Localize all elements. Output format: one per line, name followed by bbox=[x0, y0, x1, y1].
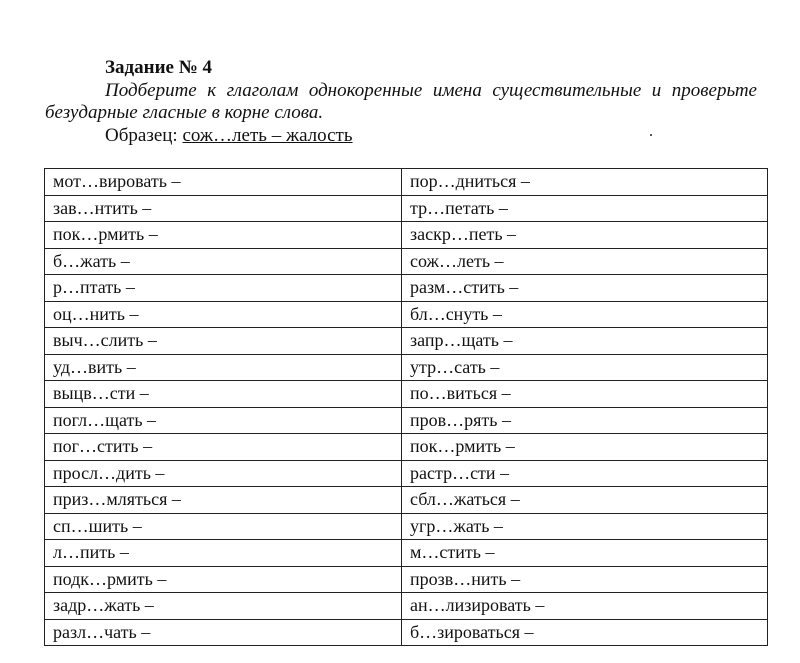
scan-dot bbox=[650, 134, 652, 136]
task-title: Задание № 4 bbox=[105, 57, 213, 78]
table-row bbox=[45, 540, 768, 567]
verb-cell-left: разл…чать – bbox=[45, 619, 402, 646]
words-table-body bbox=[45, 169, 768, 646]
verb-cell-right: пок…рмить – bbox=[402, 434, 768, 461]
verb-cell-left: выцв…сти – bbox=[45, 381, 402, 408]
table-row bbox=[45, 301, 768, 328]
verb-cell-right: прозв…нить – bbox=[402, 566, 768, 593]
words-table bbox=[44, 168, 768, 646]
table-row bbox=[45, 407, 768, 434]
verb-cell-right: пор…дниться – bbox=[402, 169, 768, 196]
verb-cell-left: р…птать – bbox=[45, 275, 402, 302]
verb-cell-right: разм…стить – bbox=[402, 275, 768, 302]
verb-cell-right: м…стить – bbox=[402, 540, 768, 567]
verb-cell-left: л…пить – bbox=[45, 540, 402, 567]
verb-cell-left: зав…нтить – bbox=[45, 195, 402, 222]
verb-cell-right: заскр…петь – bbox=[402, 222, 768, 249]
example-value: сож…леть – жалость bbox=[182, 125, 353, 146]
table-row bbox=[45, 593, 768, 620]
verb-cell-left: мот…вировать – bbox=[45, 169, 402, 196]
verb-cell-right: сож…леть – bbox=[402, 248, 768, 275]
example-label: Образец: bbox=[105, 125, 178, 146]
table-row bbox=[45, 328, 768, 355]
verb-cell-left: подк…рмить – bbox=[45, 566, 402, 593]
verb-cell-right: утр…сать – bbox=[402, 354, 768, 381]
verb-cell-right: бл…снуть – bbox=[402, 301, 768, 328]
verb-cell-right: угр…жать – bbox=[402, 513, 768, 540]
verb-cell-left: сп…шить – bbox=[45, 513, 402, 540]
table-row bbox=[45, 566, 768, 593]
table-row bbox=[45, 195, 768, 222]
verb-cell-right: тр…петать – bbox=[402, 195, 768, 222]
table-row bbox=[45, 619, 768, 646]
verb-cell-right: ан…лизировать – bbox=[402, 593, 768, 620]
verb-cell-right: растр…сти – bbox=[402, 460, 768, 487]
verb-cell-right: сбл…жаться – bbox=[402, 487, 768, 514]
table-row bbox=[45, 248, 768, 275]
verb-cell-left: пок…рмить – bbox=[45, 222, 402, 249]
table-row bbox=[45, 460, 768, 487]
table-row bbox=[45, 169, 768, 196]
verb-cell-right: б…зироваться – bbox=[402, 619, 768, 646]
verb-cell-left: приз…мляться – bbox=[45, 487, 402, 514]
table-row bbox=[45, 513, 768, 540]
verb-cell-left: пог…стить – bbox=[45, 434, 402, 461]
table-row bbox=[45, 381, 768, 408]
table-row bbox=[45, 487, 768, 514]
verb-cell-left: погл…щать – bbox=[45, 407, 402, 434]
verb-cell-left: выч…слить – bbox=[45, 328, 402, 355]
verb-cell-left: уд…вить – bbox=[45, 354, 402, 381]
verb-cell-left: просл…дить – bbox=[45, 460, 402, 487]
task-instruction: Подберите к глаголам однокоренные имена существительные и проверьте безударные гласные в корне слова. bbox=[45, 80, 757, 123]
verb-cell-right: пров…рять – bbox=[402, 407, 768, 434]
verb-cell-left: оц…нить – bbox=[45, 301, 402, 328]
example-line bbox=[105, 125, 353, 147]
verb-cell-left: б…жать – bbox=[45, 248, 402, 275]
table-row bbox=[45, 275, 768, 302]
table-row bbox=[45, 354, 768, 381]
verb-cell-right: запр…щать – bbox=[402, 328, 768, 355]
table-row bbox=[45, 434, 768, 461]
verb-cell-left: задр…жать – bbox=[45, 593, 402, 620]
table-row bbox=[45, 222, 768, 249]
verb-cell-right: по…виться – bbox=[402, 381, 768, 408]
